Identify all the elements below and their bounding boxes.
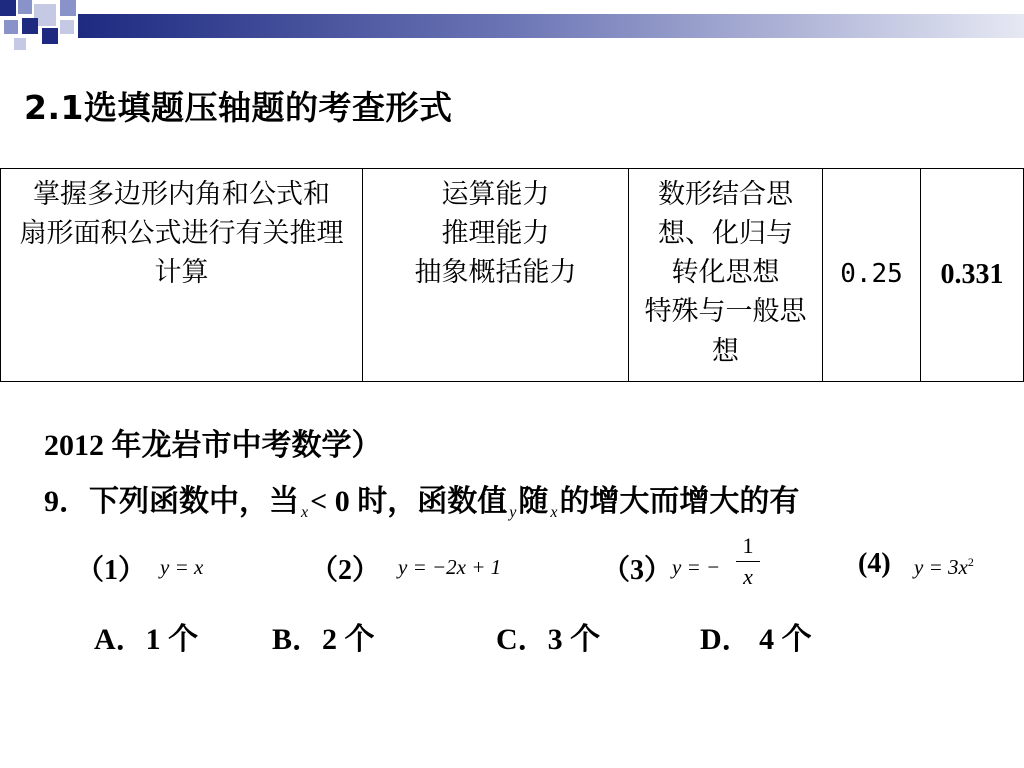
method-item: 特殊与一般思想 <box>644 296 807 367</box>
option-3-formula: y = − <box>672 555 721 579</box>
answer-b: B．2 个 <box>272 623 375 656</box>
question-stem <box>44 476 799 522</box>
knowledge-text-1: 掌握多边形内角和公式和 <box>33 179 330 210</box>
option-3-label: （3） <box>602 555 673 586</box>
option-4-label: (4) <box>858 548 891 579</box>
option-4-formula <box>914 555 974 580</box>
variable-x: x <box>550 504 558 521</box>
stem-part: < 0 时，函数值 <box>310 485 508 518</box>
answer-a: A．1 个 <box>94 623 199 656</box>
value-cell-2: 0.331 <box>921 169 1024 382</box>
stem-part: 随 <box>518 485 549 518</box>
ability-item: 抽象概括能力 <box>414 257 577 289</box>
table-row <box>1 169 1024 382</box>
deco-square <box>14 38 26 50</box>
slide-title: 2.1选填题压轴题的考查形式 <box>24 88 453 127</box>
option-4-exponent: 2 <box>967 555 974 569</box>
variable-y: y <box>509 504 517 521</box>
variable-x: x <box>301 504 309 521</box>
value-cell-1: 0.25 <box>823 169 921 382</box>
exam-analysis-table <box>0 168 1024 382</box>
option-4-expression: y = 3x <box>914 555 968 579</box>
header-decoration <box>0 0 1024 60</box>
deco-square <box>42 28 58 44</box>
ability-cell <box>363 169 629 382</box>
question-source: 2012 年龙岩市中考数学） <box>44 429 382 462</box>
method-cell <box>629 169 823 382</box>
knowledge-cell <box>1 169 363 382</box>
stem-part: 的增大而增大的有 <box>559 485 800 518</box>
deco-square <box>4 20 18 34</box>
stem-part: 9．下列函数中，当 <box>44 485 299 518</box>
deco-square <box>0 0 16 16</box>
option-1-label: （1） <box>76 555 147 586</box>
ability-item: 运算能力 <box>441 179 550 210</box>
option-2-label: （2） <box>310 555 381 586</box>
answer-d: D． 4 个 <box>700 623 812 656</box>
header-gradient-bar <box>78 14 1024 38</box>
knowledge-text-2: 扇形面积公式进行有关推理计算 <box>19 218 344 289</box>
option-2-formula: y = −2x + 1 <box>398 555 502 579</box>
fraction-denominator: x <box>743 564 753 589</box>
method-item: 数形结合思想、化归与 <box>658 179 793 250</box>
method-item: 转化思想 <box>671 257 780 289</box>
fraction-numerator: 1 <box>742 533 754 558</box>
answer-c: C．3 个 <box>496 623 601 656</box>
deco-square <box>18 0 32 14</box>
ability-item: 推理能力 <box>441 218 550 250</box>
deco-square <box>60 20 74 34</box>
deco-square <box>22 18 38 34</box>
fraction-bar <box>736 561 760 562</box>
option-1-formula: y = x <box>160 555 204 579</box>
deco-square <box>60 0 76 16</box>
option-3-fraction <box>736 534 760 589</box>
